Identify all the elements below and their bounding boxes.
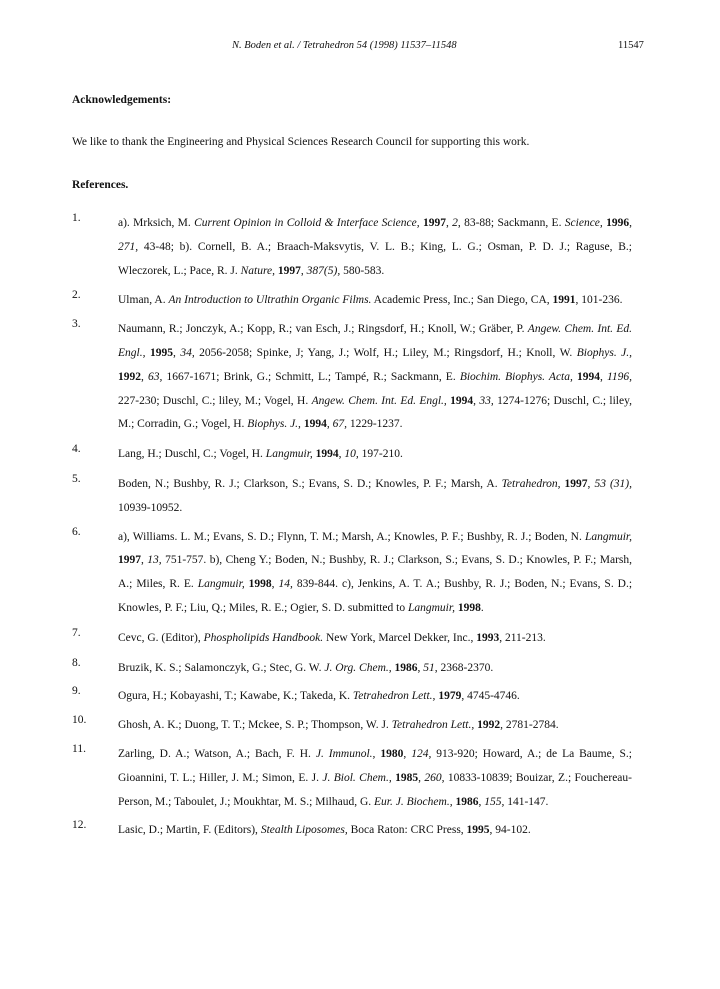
- reference-text: Zarling, D. A.; Watson, A.; Bach, F. H. J. Immunol., 1980, 124, 913-920; Howard, A.; de La Baume, S.; Gioannini, T. L.; Hiller, J. M.; Simon, E. J. J. Biol. Chem., 1985, 260, 10833-10839; Bouizar, Z.; Fouchereau-Person, M.; Taboulet, J.; Moukhtar, M. S.; Milhaud, G. Eur. J. Biochem., 1986, 155, 141-147.: [118, 747, 632, 808]
- reference-text: a). Mrksich, M. Current Opinion in Colloid & Interface Science, 1997, 2, 83-88; Sackmann, E. Science, 1996, 271, 43-48; b). Cornell, B. A.; Braach-Maksvytis, V. L. B.; King, L. G.; Osman, P. D. J.; Raguse, B.; Wleczorek, L.; Pace, R. J. Nature, 1997, 387(5), 580-583.: [118, 217, 632, 277]
- reference-text: Ghosh, A. K.; Duong, T. T.; Mckee, S. P.; Thompson, W. J. Tetrahedron Lett., 1992, 2781-2784.: [118, 719, 559, 732]
- reference-text: Ulman, A. An Introduction to Ultrathin Organic Films. Academic Press, Inc.; San Diego, CA, 1991, 101-236.: [118, 294, 623, 307]
- reference-number: 12.: [72, 819, 87, 832]
- reference-item: [0, 212, 720, 283]
- reference-number: 6.: [72, 525, 81, 538]
- reference-text: Lang, H.; Duschl, C.; Vogel, H. Langmuir, 1994, 10, 197-210.: [118, 448, 403, 461]
- reference-number: 4.: [72, 443, 81, 456]
- reference-number: 11.: [72, 742, 86, 755]
- reference-item: [0, 289, 720, 313]
- reference-item: [0, 685, 720, 709]
- reference-number: 9.: [72, 685, 81, 698]
- page-number: 11547: [618, 40, 644, 51]
- reference-number: 8.: [72, 656, 81, 669]
- reference-item: [0, 714, 720, 738]
- reference-text: Cevc, G. (Editor), Phospholipids Handbook. New York, Marcel Dekker, Inc., 1993, 211-213.: [118, 631, 546, 644]
- reference-item: [0, 743, 720, 814]
- reference-text: Naumann, R.; Jonczyk, A.; Kopp, R.; van Esch, J.; Ringsdorf, H.; Knoll, W.; Gräber, P. Angew. Chem. Int. Ed. Engl., 1995, 34, 2056-2058; Spinke, J; Yang, J.; Wolf, H.; Liley, M.; Ringsdorf, H.; Knoll, W. Biophys. J., 1992, 63, 1667-1671; Brink, G.; Schmitt, L.; Tampé, R.; Sackmann, E. Biochim. Biophys. Acta, 1994, 1196, 227-230; Duschl, C.; liley, M.; Vogel, H. Angew. Chem. Int. Ed. Engl., 1994, 33, 1274-1276; Duschl, C.; liley, M.; Corradin, G.; Vogel, H. Biophys. J., 1994, 67, 1229-1237.: [118, 323, 633, 431]
- reference-text: Boden, N.; Bushby, R. J.; Clarkson, S.; Evans, S. D.; Knowles, P. F.; Marsh, A. Tetrahedron, 1997, 53 (31), 10939-10952.: [118, 477, 632, 514]
- references-heading: References.: [72, 179, 129, 191]
- reference-number: 2.: [72, 289, 81, 302]
- reference-item: [0, 627, 720, 651]
- reference-list: [0, 212, 720, 843]
- reference-item: [0, 443, 720, 467]
- reference-item: [0, 318, 720, 437]
- reference-item: [0, 657, 720, 681]
- reference-item: [0, 819, 720, 843]
- reference-text: Bruzik, K. S.; Salamonczyk, G.; Stec, G. W. J. Org. Chem., 1986, 51, 2368-2370.: [118, 661, 494, 674]
- reference-item: [0, 473, 720, 521]
- reference-text: Lasic, D.; Martin, F. (Editors), Stealth Liposomes, Boca Raton: CRC Press, 1995, 94-102.: [118, 824, 531, 837]
- running-header: [0, 40, 720, 56]
- reference-number: 5.: [72, 472, 81, 485]
- running-title: N. Boden et al. / Tetrahedron 54 (1998) 11537–11548: [232, 40, 457, 51]
- reference-text: Ogura, H.; Kobayashi, T.; Kawabe, K.; Takeda, K. Tetrahedron Lett., 1979, 4745-4746.: [118, 690, 520, 703]
- acknowledgements-text: We like to thank the Engineering and Physical Sciences Research Council for supporting this work.: [72, 136, 530, 148]
- reference-number: 1.: [72, 212, 81, 224]
- reference-item: [0, 526, 720, 621]
- reference-number: 7.: [72, 626, 81, 639]
- reference-number: 3.: [72, 318, 81, 331]
- reference-text: a), Williams. L. M.; Evans, S. D.; Flynn, T. M.; Marsh, A.; Knowles, P. F.; Bushby, R. J.; Boden, N. Langmuir, 1997, 13, 751-757. b), Cheng Y.; Boden, N.; Bushby, R. J.; Clarkson, S.; Evans, S. D.; Knowles, P. F.; Marsh, A.; Miles, R. E. Langmuir, 1998, 14, 839-844. c), Jenkins, A. T. A.; Bushby, R. J.; Boden, N.; Evans, S. D.; Knowles, P. F.; Liu, Q.; Miles, R. E.; Ogier, S. D. submitted to Langmuir, 1998.: [118, 530, 633, 614]
- reference-number: 10.: [72, 714, 87, 727]
- acknowledgements-heading: Acknowledgements:: [72, 94, 172, 106]
